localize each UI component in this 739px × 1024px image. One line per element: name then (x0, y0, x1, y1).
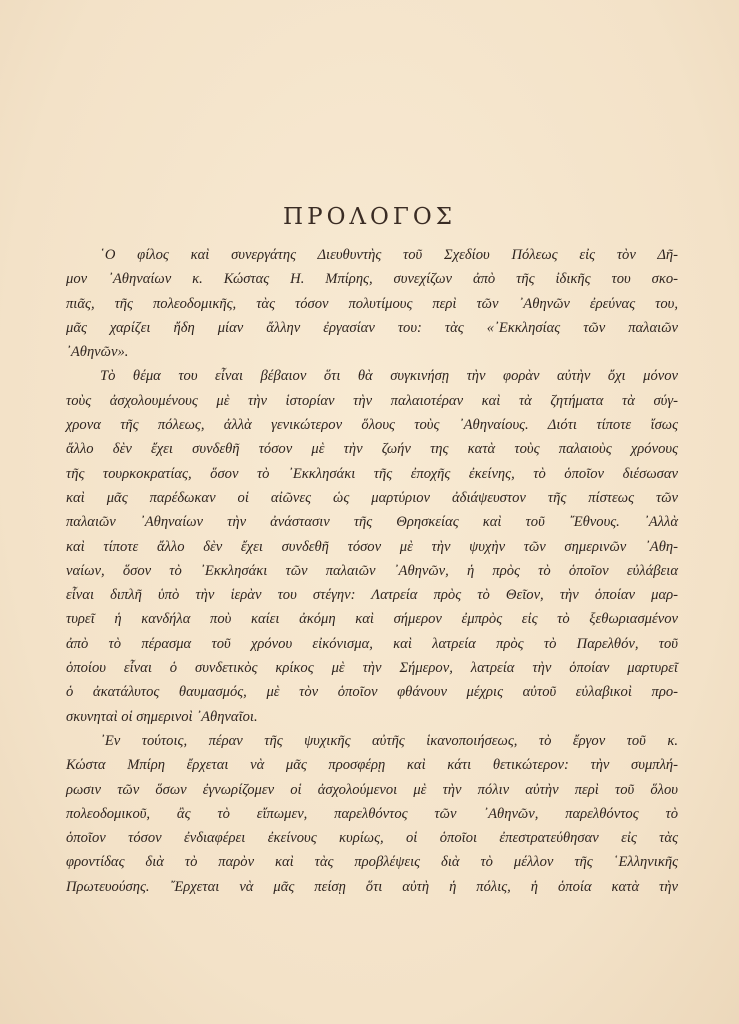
text-line: καὶ μᾶς παρέδωκαν οἱ αἰῶνες ὡς μαρτύριον ἀδιάψευστον τῆς πίστεως τῶν (66, 489, 678, 506)
text-line: καὶ τίποτε ἄλλο δὲν ἔχει συνδεθῆ τόσον μὲ τὴν ψυχὴν τῶν σημερινῶν ᾿Αθη- (66, 538, 678, 555)
text-line: ναίων, ὅσον τὸ ᾿Εκκλησάκι τῶν παλαιῶν ᾿Αθηνῶν, ἡ πρὸς τὸ ὁποῖον εὐλάβεια (66, 562, 678, 579)
text-line: παλαιῶν ᾿Αθηναίων τὴν ἀνάστασιν τῆς Θρησκείας καὶ τοῦ ῎Εθνους. ᾿Αλλὰ (66, 514, 678, 531)
text-line: Κώστα Μπίρη ἔρχεται νὰ μᾶς προσφέρῃ καὶ κάτι θετικώτερον: τὴν συμπλή- (66, 757, 678, 774)
text-line: σκυνηταὶ οἱ σημερινοὶ ᾿Αθηναῖοι. (66, 708, 258, 725)
text-line: μᾶς χαρίζει ἤδη μίαν ἄλλην ἐργασίαν του: τὰς «᾿Εκκλησίας τῶν παλαιῶν (66, 319, 678, 336)
text-line: ῾Ο φίλος καὶ συνεργάτης Διευθυντὴς τοῦ Σχεδίου Πόλεως εἰς τὸν Δῆ- (100, 247, 678, 263)
text-line: εἶναι διπλῆ ὑπὸ τὴν ἱερὰν του στέγην: Λατρεία πρὸς τὸ Θεῖον, τὴν ὁποίαν μαρ- (66, 587, 678, 604)
text-line: τῆς τουρκοκρατίας, ὅσον τὸ ᾿Εκκλησάκι τῆς ἐποχῆς ἐκείνης, τὸ ὁποῖον διέσωσαν (66, 465, 678, 482)
text-line: ρωσιν τῶν ὅσων ἐγνωρίζομεν οἱ ἀσχολούμενοι μὲ τὴν πόλιν αὐτὴν περὶ τοῦ ὅλου (66, 781, 678, 798)
text-line: ἄλλο δὲν ἔχει συνδεθῆ τόσον μὲ τὴν ζωήν της κατὰ τοὺς παλαιοὺς χρόνους (66, 441, 678, 458)
text-line: μον ᾿Αθηναίων κ. Κώστας Η. Μπίρης, συνεχίζων ἀπὸ τῆς ἰδικῆς του σκο- (66, 271, 678, 288)
text-line: φροντίδας διὰ τὸ παρὸν καὶ τὰς προβλέψεις διὰ τὸ μέλλον τῆς ῾Ελληνικῆς (66, 854, 678, 871)
text-line: ᾿Εν τούτοις, πέραν τῆς ψυχικῆς αὐτῆς ἱκανοποιήσεως, τὸ ἔργον τοῦ κ. (100, 732, 678, 749)
prologue-text (66, 243, 678, 899)
text-line: τοὺς ἀσχολουμένους μὲ τὴν ἱστορίαν τὴν παλαιοτέραν καὶ τὰ ζητήματα τὰ σύγ- (66, 392, 678, 409)
text-line: ἀπὸ τὸ πέρασμα τοῦ χρόνου εἰκόνισμα, καὶ λατρεία πρὸς τὸ Παρελθόν, τοῦ (66, 635, 678, 652)
text-line: Πρωτευούσης. ῎Ερχεται νὰ μᾶς πείσῃ ὅτι αὐτὴ ἡ πόλις, ἡ ὁποία κατὰ τὴν (66, 878, 678, 895)
text-line: χρονα τῆς πόλεως, ἀλλὰ γενικώτερον ὅλους τοὺς ᾿Αθηναίους. Διότι τίποτε ἴσως (66, 417, 678, 434)
text-line: πολεοδομικοῦ, ἂς τὸ εἴπωμεν, παρελθόντος τῶν ᾿Αθηνῶν, παρελθόντος τὸ (66, 805, 678, 822)
text-line: Τὸ θέμα του εἶναι βέβαιον ὅτι θὰ συγκινήσῃ τὴν φορὰν αὐτὴν ὄχι μόνον (100, 368, 678, 385)
text-line: ὁποῖον τόσον ἐνδιαφέρει ἐκείνους κυρίως, οἱ ὁποῖοι ἐπεστρατεύθησαν εἰς τὰς (66, 830, 678, 847)
text-line: ὁ ἀκατάλυτος θαυμασμός, μὲ τὸν ὁποῖον φθάνουν μέχρις αὐτοῦ εὐλαβικοὶ προ- (66, 684, 678, 701)
text-line: ᾿Αθηνῶν». (66, 344, 129, 361)
text-line: τυρεῖ ἡ κανδήλα ποὺ καίει ἀκόμη καὶ σήμερον ἐμπρὸς εἰς τὸ ξεθωριασμένον (66, 611, 678, 628)
page-title: ΠΡΟΛΟΓΟΣ (283, 204, 456, 230)
text-line: πιᾶς, τῆς πολεοδομικῆς, τὰς τόσον πολυτίμους περὶ τῶν ᾿Αθηνῶν ἐρεύνας του, (66, 295, 678, 312)
text-line: ὁποίου εἶναι ὁ συνδετικὸς κρίκος μὲ τὴν Σήμερον, λατρεία τὴν ὁποίαν μαρτυρεῖ (66, 660, 678, 677)
